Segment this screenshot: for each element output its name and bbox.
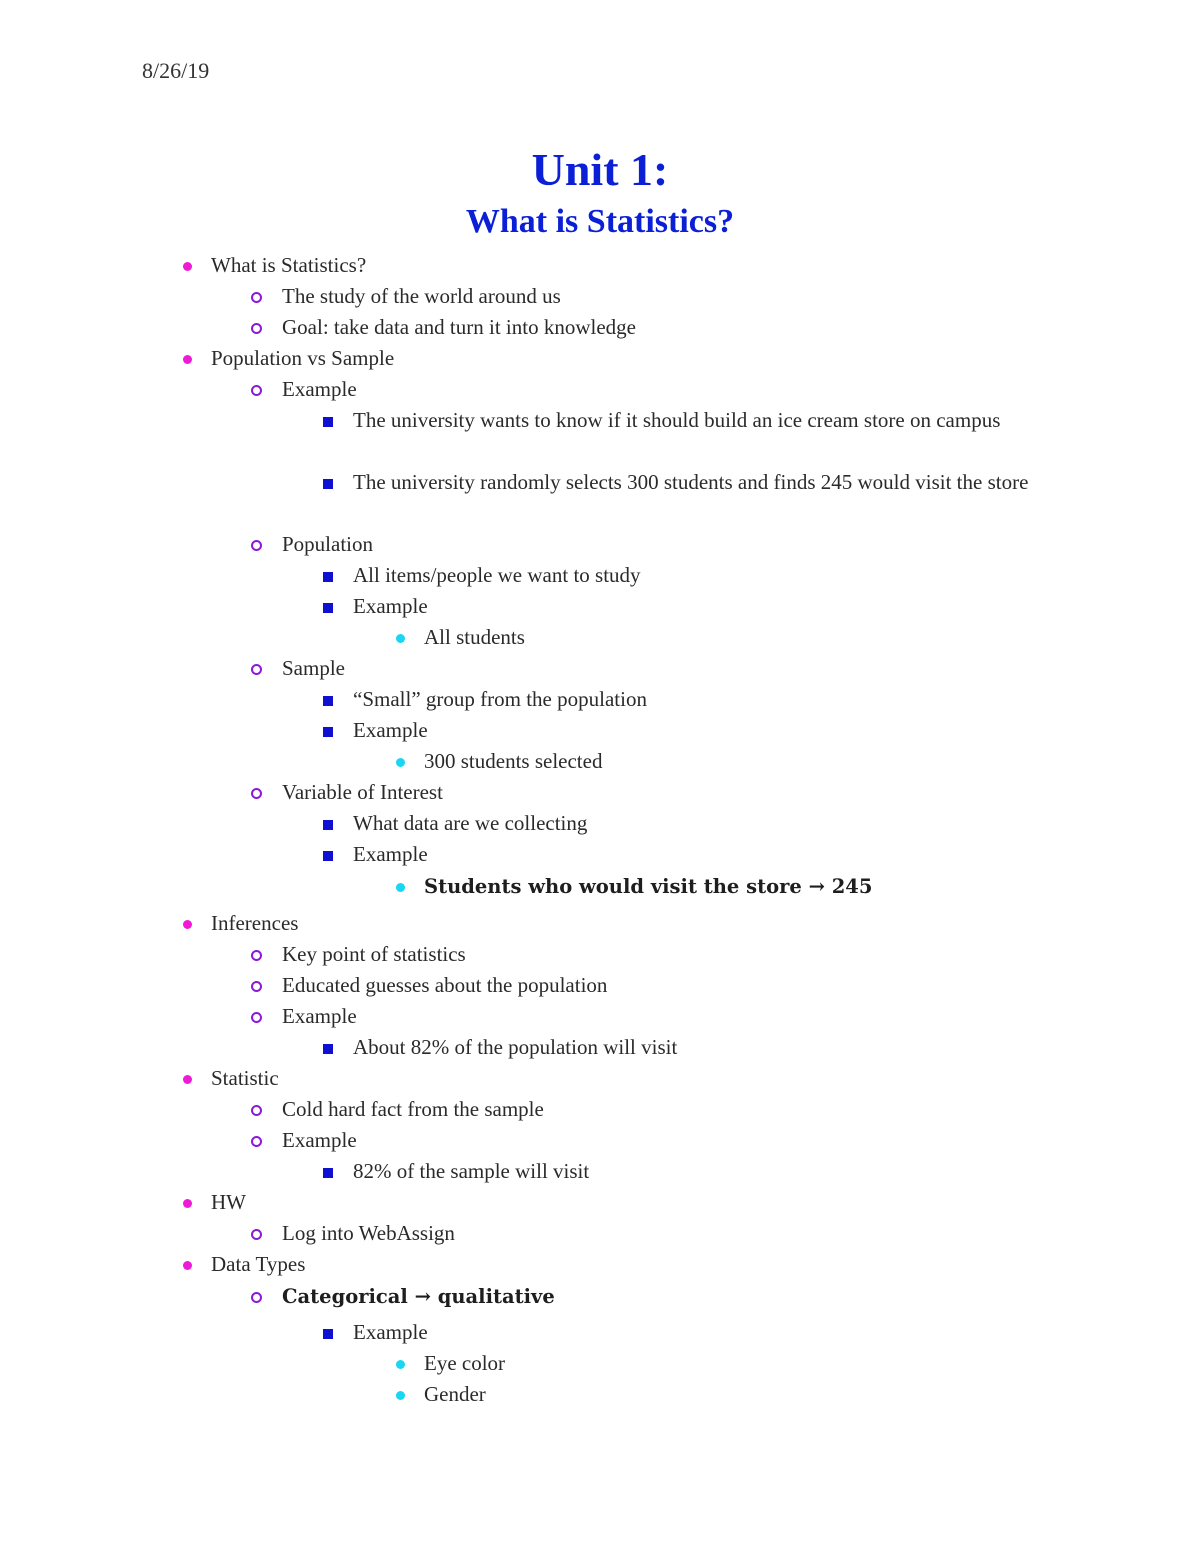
bullet-dot-icon bbox=[183, 1261, 192, 1270]
list-item bbox=[282, 374, 357, 405]
bullet-dot-icon bbox=[396, 1391, 405, 1400]
list-item-text: Categorical → qualitative bbox=[282, 1285, 555, 1308]
list-item-text: All students bbox=[424, 625, 525, 649]
list-item bbox=[282, 970, 607, 1001]
list-item-text: 82% of the sample will visit bbox=[353, 1159, 590, 1183]
list-item bbox=[282, 1001, 357, 1032]
bullet-circle-icon bbox=[251, 981, 262, 992]
list-item-text: Statistic bbox=[211, 1066, 279, 1090]
list-item-text: Educated guesses about the population bbox=[282, 973, 608, 997]
list-item bbox=[282, 939, 466, 970]
list-item-text: Example bbox=[353, 1320, 428, 1344]
list-item-text: Example bbox=[282, 1128, 357, 1152]
bullet-circle-icon bbox=[251, 540, 262, 551]
list-item-text: Data Types bbox=[211, 1252, 306, 1276]
bullet-dot-icon bbox=[183, 1075, 192, 1084]
bullet-square-icon bbox=[323, 603, 333, 613]
list-item bbox=[353, 591, 428, 622]
list-item bbox=[424, 746, 602, 777]
list-item bbox=[353, 808, 587, 839]
list-item bbox=[353, 839, 428, 870]
bullet-dot-icon bbox=[183, 920, 192, 929]
bullet-dot-icon bbox=[183, 1199, 192, 1208]
list-item-text: HW bbox=[211, 1190, 246, 1214]
bullet-circle-icon bbox=[251, 788, 262, 799]
list-item-text: 300 students selected bbox=[424, 749, 603, 773]
list-item bbox=[353, 1317, 428, 1348]
list-item-text: Population bbox=[282, 532, 374, 556]
bullet-square-icon bbox=[323, 851, 333, 861]
list-item bbox=[424, 871, 872, 902]
page-title: Unit 1: bbox=[531, 144, 669, 195]
list-item bbox=[424, 622, 525, 653]
list-item-text: All items/people we want to study bbox=[353, 563, 641, 587]
bullet-circle-icon bbox=[251, 1229, 262, 1240]
list-item bbox=[211, 1063, 279, 1094]
bullet-dot-icon bbox=[396, 758, 405, 767]
bullet-square-icon bbox=[323, 417, 333, 427]
list-item bbox=[353, 684, 647, 715]
list-item bbox=[353, 715, 428, 746]
list-item-text: Cold hard fact from the sample bbox=[282, 1097, 544, 1121]
list-item-text: Example bbox=[282, 1004, 357, 1028]
list-item-text: What data are we collecting bbox=[353, 811, 588, 835]
list-item bbox=[282, 529, 373, 560]
list-item-text: What is Statistics? bbox=[211, 253, 367, 277]
list-item-text: The study of the world around us bbox=[282, 284, 561, 308]
bullet-square-icon bbox=[323, 1044, 333, 1054]
list-item bbox=[353, 405, 1073, 436]
list-item-text: Sample bbox=[282, 656, 345, 680]
list-item-text: Example bbox=[353, 842, 428, 866]
bullet-square-icon bbox=[323, 820, 333, 830]
list-item-text: The university wants to know if it should build an ice cream store on campus bbox=[353, 408, 1001, 432]
bullet-square-icon bbox=[323, 727, 333, 737]
list-item bbox=[211, 1249, 305, 1280]
bullet-square-icon bbox=[323, 479, 333, 489]
list-item bbox=[211, 250, 366, 281]
bullet-circle-icon bbox=[251, 323, 262, 334]
list-item bbox=[424, 1348, 505, 1379]
list-item bbox=[353, 467, 1073, 498]
list-item-text: About 82% of the population will visit bbox=[353, 1035, 678, 1059]
list-item bbox=[282, 777, 443, 808]
list-item bbox=[424, 1379, 486, 1410]
bullet-square-icon bbox=[323, 572, 333, 582]
bullet-square-icon bbox=[323, 1329, 333, 1339]
bullet-dot-icon bbox=[396, 883, 405, 892]
bullet-square-icon bbox=[323, 696, 333, 706]
list-item-text: Example bbox=[353, 594, 428, 618]
list-item-text: Log into WebAssign bbox=[282, 1221, 455, 1245]
list-item bbox=[353, 560, 641, 591]
list-item-text: Example bbox=[353, 718, 428, 742]
list-item-text: The university randomly selects 300 students and finds 245 would visit the store bbox=[353, 470, 1029, 494]
bullet-circle-icon bbox=[251, 950, 262, 961]
list-item-text: Goal: take data and turn it into knowledge bbox=[282, 315, 636, 339]
list-item-text: Inferences bbox=[211, 911, 299, 935]
bullet-circle-icon bbox=[251, 292, 262, 303]
date-label: 8/26/19 bbox=[142, 58, 210, 83]
list-item bbox=[282, 281, 561, 312]
list-item-text: Example bbox=[282, 377, 357, 401]
bullet-circle-icon bbox=[251, 1012, 262, 1023]
list-item-text: Population vs Sample bbox=[211, 346, 395, 370]
bullet-dot-icon bbox=[396, 634, 405, 643]
list-item-text: Students who would visit the store → 245 bbox=[424, 875, 873, 898]
list-item-text: Key point of statistics bbox=[282, 942, 466, 966]
bullet-square-icon bbox=[323, 1168, 333, 1178]
list-item bbox=[282, 312, 636, 343]
bullet-circle-icon bbox=[251, 1292, 262, 1303]
bullet-circle-icon bbox=[251, 1136, 262, 1147]
list-item-text: “Small” group from the population bbox=[353, 687, 647, 711]
list-item bbox=[211, 1187, 246, 1218]
list-item bbox=[353, 1156, 589, 1187]
list-item bbox=[282, 653, 345, 684]
list-item bbox=[282, 1218, 455, 1249]
list-item-text: Gender bbox=[424, 1382, 486, 1406]
list-item bbox=[282, 1125, 357, 1156]
list-item bbox=[282, 1281, 555, 1312]
list-item-text: Eye color bbox=[424, 1351, 506, 1375]
bullet-dot-icon bbox=[396, 1360, 405, 1369]
bullet-circle-icon bbox=[251, 1105, 262, 1116]
list-item bbox=[282, 1094, 544, 1125]
list-item-text: Variable of Interest bbox=[282, 780, 443, 804]
page-subtitle: What is Statistics? bbox=[465, 203, 735, 240]
bullet-circle-icon bbox=[251, 385, 262, 396]
bullet-dot-icon bbox=[183, 355, 192, 364]
list-item bbox=[211, 908, 298, 939]
bullet-circle-icon bbox=[251, 664, 262, 675]
list-item bbox=[353, 1032, 677, 1063]
bullet-dot-icon bbox=[183, 262, 192, 271]
list-item bbox=[211, 343, 394, 374]
